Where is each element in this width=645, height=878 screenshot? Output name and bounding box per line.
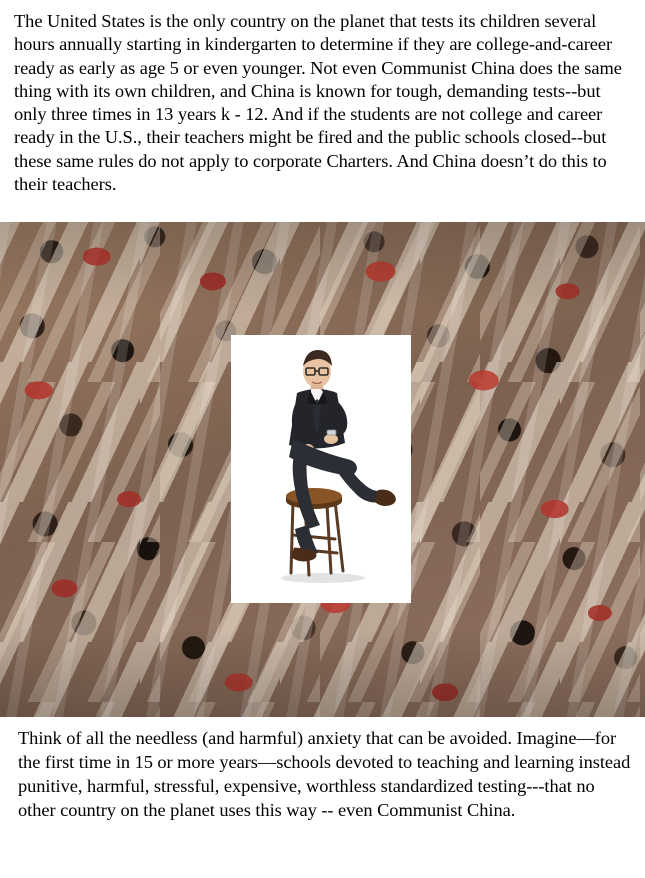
bottom-paragraph: Think of all the needless (and harmful) anxiety that can be avoided. Imagine—for the first time in 15 or more years—schools devoted to teaching and learning instead punitive, harmful, stressful, expensive, worthless standardized testing---that no other country on the planet uses this way -- even Communist China. xyxy=(18,728,631,820)
exam-hall-montage-image xyxy=(0,222,645,717)
bottom-commentary-text xyxy=(18,727,632,823)
man-on-stool-inset-image xyxy=(231,335,411,603)
top-commentary-text xyxy=(14,10,634,196)
man-on-stool-illustration xyxy=(231,335,411,603)
top-paragraph: The United States is the only country on the planet that tests its children several hours annually starting in kindergarten to determine if they are college-and-career ready as early as age 5 or even younger. Not even Communist China does the same thing with its own children, and China is known for tough, demanding tests--but only three times in 13 years k - 12. And if the students are not college and career ready in the U.S., their teachers might be fired and the public schools closed--but these same rules do not apply to corporate Charters. And China doesn’t do this to their teachers. xyxy=(14,11,622,194)
